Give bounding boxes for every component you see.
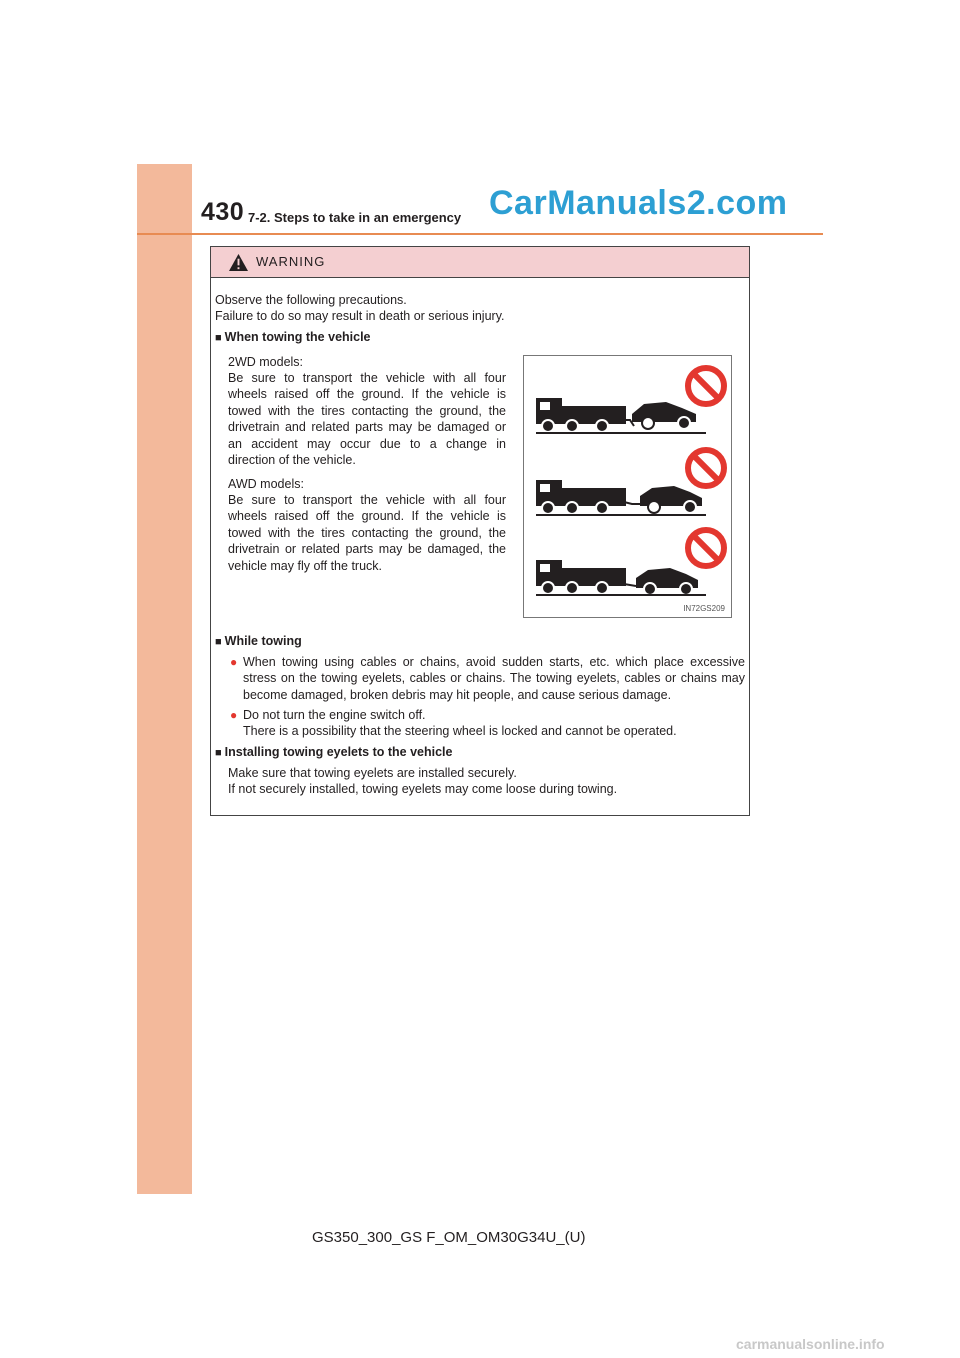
two-wd-title: 2WD models: [228,355,304,369]
tow-truck-row-2 [536,480,706,515]
bullet-item-2-line-2: There is a possibility that the steering wheel is locked and cannot be operated. [243,724,677,739]
tow-truck-row-1 [536,398,706,433]
bullet-dot-icon: ● [230,655,238,669]
bullet-item-1 [230,654,745,703]
towing-illustration [523,355,732,618]
two-wd-text: Be sure to transport the vehicle with all four wheels raised off the ground. If the vehicle is towed with the tires contacting the ground, the drivetrain and related parts may be damaged or an accident may occur due to a change in direction of the vehicle. [228,371,506,468]
prohibition-icon-3 [688,530,724,566]
bullet-item-2 [230,707,745,740]
awd-text: Be sure to transport the vehicle with all four wheels raised off the ground. If the vehicle is towed with the tires contacting the ground, the drivetrain or related parts may be damaged, the vehicle may fly off the truck. [228,493,506,573]
towing-heading: ■ When towing the vehicle [215,329,371,346]
tow-truck-row-3 [536,560,706,595]
prohibition-icon-1 [688,368,724,404]
watermark-bottom[interactable]: carmanualsonline.info [736,1336,885,1352]
eyelets-line-2: If not securely installed, towing eyelets may come loose during towing. [228,782,618,796]
figure-code: IN72GS209 [683,604,725,613]
page-number: 430 [201,198,245,226]
while-towing-heading: ■ While towing [215,633,302,650]
watermark-top[interactable]: CarManuals2.com [489,184,788,222]
warning-label: WARNING [256,254,326,269]
warning-header [211,247,749,278]
bullet-dot-icon: ● [230,708,238,722]
warning-triangle-icon [228,253,249,272]
footer-model-code: GS350_300_GS F_OM_OM30G34U_(U) [312,1229,586,1246]
bullet-item-2-line-1: Do not turn the engine switch off. [243,708,426,722]
eyelets-line-1: Make sure that towing eyelets are installed securely. [228,766,517,780]
eyelets-heading: ■ Installing towing eyelets to the vehicle [215,744,452,761]
awd-title: AWD models: [228,477,304,491]
section-title: 7-2. Steps to take in an emergency [248,210,462,225]
chapter-sidebar-tab [137,164,192,1194]
intro-line-1: Observe the following precautions. [215,293,407,307]
intro-line-2: Failure to do so may result in death or serious injury. [215,309,505,323]
bullet-item-1-text: When towing using cables or chains, avoid sudden starts, etc. which place excessive stress on the towing eyelets, cables or chains. The towing eyelets, cables or chains may become damaged, broken debris may hit people, and cause serious damage. [243,655,745,702]
header-rule [137,233,823,235]
prohibition-icon-2 [688,450,724,486]
